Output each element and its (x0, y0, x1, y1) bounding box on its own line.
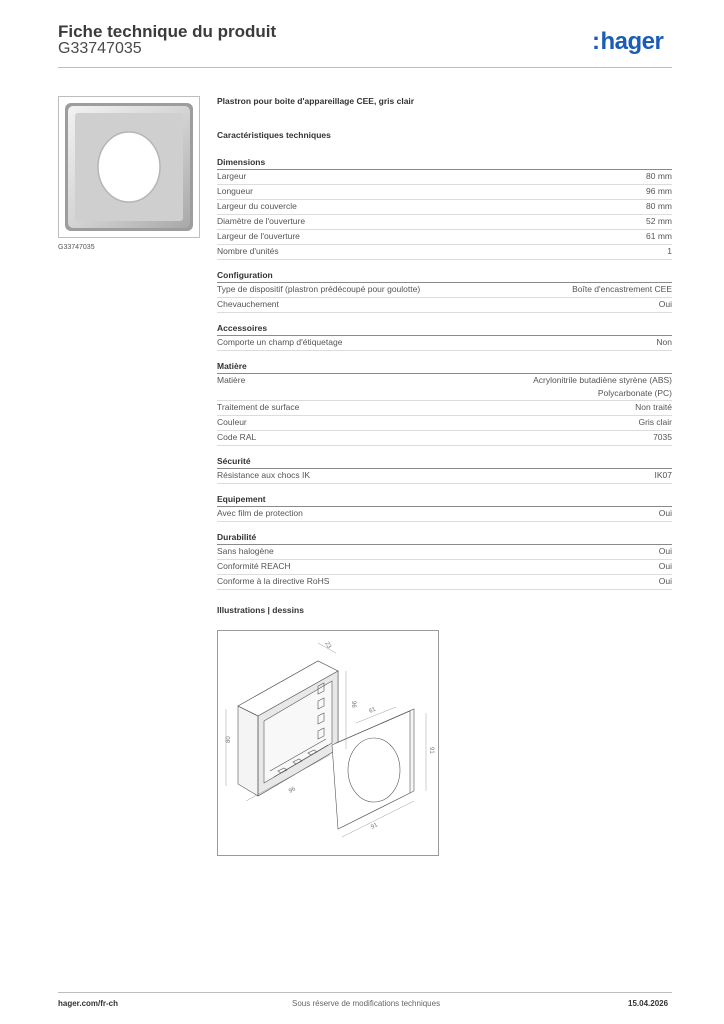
spec-value: Oui (658, 299, 672, 309)
spec-section (217, 156, 672, 260)
spec-label: Largeur du couvercle (217, 201, 297, 211)
spec-value: 80 mm (646, 201, 672, 211)
spec-value: 52 mm (646, 216, 672, 226)
spec-value: IK07 (654, 470, 672, 480)
spec-section (217, 531, 672, 590)
spec-row (217, 560, 672, 575)
spec-label: Chevauchement (217, 299, 279, 309)
spec-value: Oui (658, 508, 672, 518)
spec-label: Largeur de l'ouverture (217, 231, 300, 241)
spec-label: Résistance aux chocs IK (217, 470, 311, 480)
spec-row (217, 545, 672, 560)
dim-box-height: 96 (350, 701, 356, 708)
spec-row (217, 230, 672, 245)
header-divider (58, 67, 672, 68)
illustrations-heading: Illustrations | dessins (217, 605, 304, 615)
box-drawing (238, 661, 338, 796)
spec-label: Avec film de protection (217, 508, 303, 518)
logo-colon-icon: : (592, 28, 600, 55)
spec-value: Boîte d'encastrement CEE (572, 284, 672, 294)
spec-value: 7035 (653, 432, 672, 442)
image-caption: G33747035 (58, 244, 95, 251)
spec-section (217, 322, 672, 351)
product-image (58, 96, 200, 238)
spec-section (217, 269, 672, 313)
spec-row (217, 215, 672, 230)
spec-section (217, 360, 672, 446)
spec-row (217, 507, 672, 522)
technical-drawing (217, 630, 439, 856)
faceplate-icon (59, 97, 199, 237)
spec-row (217, 374, 672, 401)
product-reference: G33747035 (58, 40, 142, 57)
footer-website[interactable]: hager.com/fr-ch (58, 999, 119, 1008)
dim-opening: 61 (368, 706, 377, 715)
spec-value: 96 mm (646, 186, 672, 196)
spec-label: Conforme à la directive RoHS (217, 576, 330, 586)
spec-value: 1 (667, 246, 672, 256)
spec-row (217, 200, 672, 215)
spec-label: Longueur (217, 186, 253, 196)
footer-divider (58, 992, 672, 993)
spec-row (217, 185, 672, 200)
spec-column (217, 96, 672, 616)
spec-label: Nombre d'unités (217, 246, 279, 256)
spec-sections (217, 156, 672, 590)
logo-text: hager (600, 28, 664, 55)
spec-value: Oui (658, 546, 672, 556)
spec-heading: Caractéristiques techniques (217, 130, 331, 140)
dim-plate-width: 91 (370, 822, 379, 831)
section-title: Equipement (217, 493, 672, 507)
dim-left-height: 80 (226, 736, 232, 743)
spec-row (217, 469, 672, 484)
hager-logo (592, 28, 663, 56)
spec-value: Oui (658, 576, 672, 586)
spec-label: Diamètre de l'ouverture (217, 216, 306, 226)
spec-row (217, 575, 672, 590)
spec-row (217, 245, 672, 260)
spec-row (217, 298, 672, 313)
section-title: Sécurité (217, 455, 672, 469)
spec-value: Oui (658, 561, 672, 571)
spec-section (217, 493, 672, 522)
footer-date: 15.04.2026 (628, 999, 669, 1008)
spec-label: Largeur (217, 171, 247, 181)
section-title: Durabilité (217, 531, 672, 545)
spec-section (217, 455, 672, 484)
spec-label: Conformité REACH (217, 561, 291, 571)
page-title: Fiche technique du produit (58, 22, 277, 41)
spec-value: Gris clair (638, 417, 672, 427)
spec-label: Code RAL (217, 432, 257, 442)
dim-box-width: 96 (288, 786, 297, 795)
spec-row (217, 336, 672, 351)
spec-value: Non (656, 337, 672, 347)
dim-plate-height: 91 (428, 747, 434, 754)
spec-label: Comporte un champ d'étiquetage (217, 337, 343, 347)
spec-label: Type de dispositif (plastron prédécoupé pour goulotte) (217, 284, 421, 294)
spec-label: Matière (217, 375, 246, 385)
section-title: Dimensions (217, 156, 672, 170)
section-title: Accessoires (217, 322, 672, 336)
spec-label: Sans halogène (217, 546, 274, 556)
spec-row (217, 401, 672, 416)
spec-label: Couleur (217, 417, 247, 427)
dim-depth: 23 (323, 641, 332, 650)
spec-value: Acrylonitrile butadiène styrène (ABS) Polycarbonate (PC) (533, 375, 672, 398)
section-title: Configuration (217, 269, 672, 283)
footer-notice: Sous réserve de modifications techniques (292, 999, 441, 1008)
spec-value: 61 mm (646, 231, 672, 241)
spec-row (217, 416, 672, 431)
spec-label: Traitement de surface (217, 402, 300, 412)
product-name: Plastron pour boite d'appareillage CEE, gris clair (217, 96, 415, 106)
spec-value: Non traité (635, 402, 672, 412)
plate-drawing (332, 709, 414, 829)
spec-row (217, 170, 672, 185)
spec-row (217, 283, 672, 298)
spec-value: 80 mm (646, 171, 672, 181)
spec-row (217, 431, 672, 446)
section-title: Matière (217, 360, 672, 374)
